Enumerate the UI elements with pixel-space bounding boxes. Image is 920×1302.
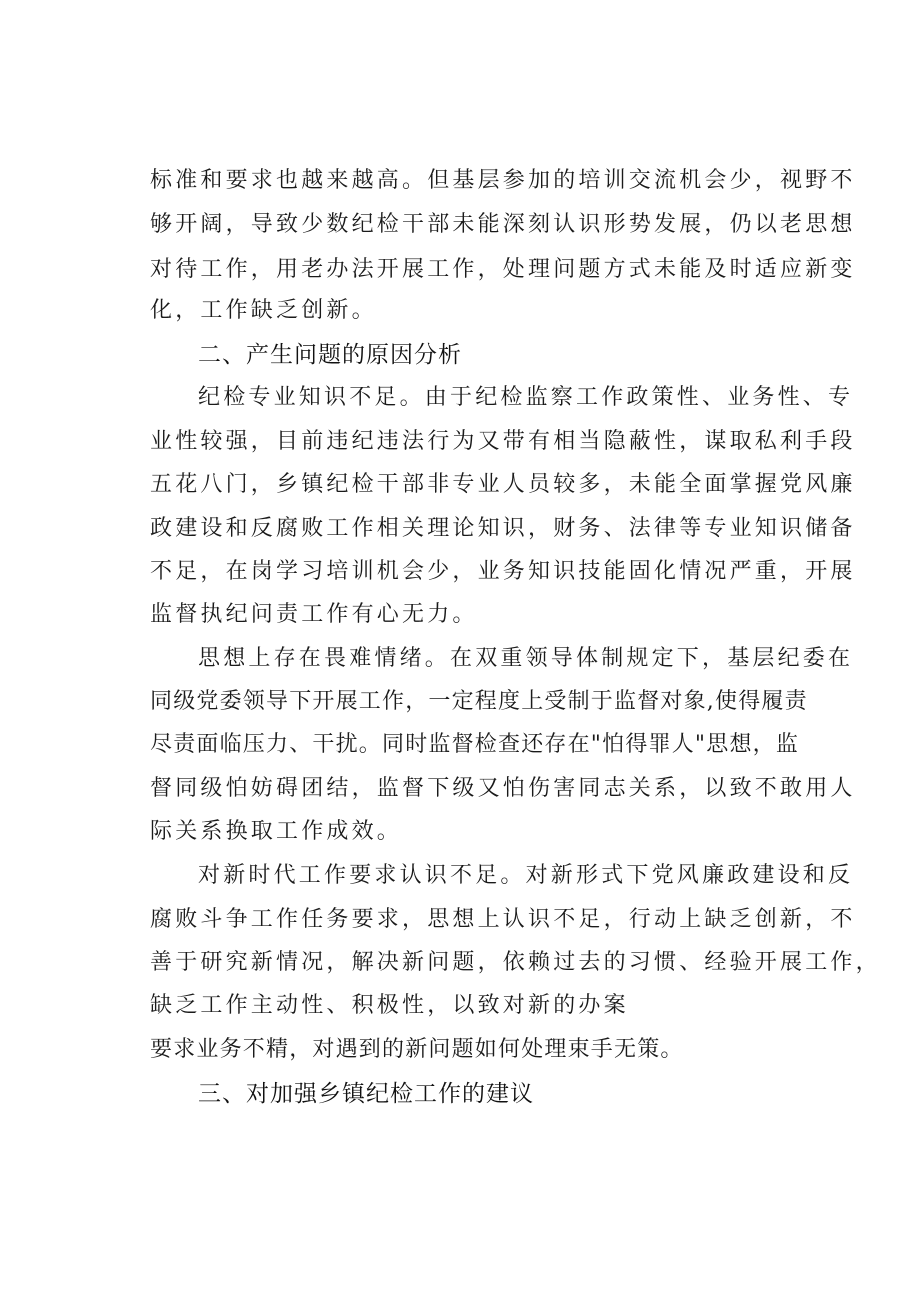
text-line: 督同级怕妨碍团结，监督下级又怕伤害同志关系，以致不敢用人 [150, 776, 856, 801]
text-line: 够开阔，导致少数纪检干部未能深刻认识形势发展，仍以老思想 [150, 212, 856, 237]
text-line: 缺乏工作主动性、积极性，以致对新的办案 [150, 993, 629, 1018]
text-line: 五花八门，乡镇纪检干部非专业人员较多，未能全面掌握党风廉 [150, 472, 856, 497]
text-line: 标准和要求也越来越高。但基层参加的培训交流机会少，视野不 [150, 168, 856, 193]
text-line: 思想上存在畏难情绪。在双重领导体制规定下，基层纪委在 [198, 646, 854, 671]
text-line: 尽责面临压力、干扰。同时监督检查还存在"怕得罪人"思想，监 [150, 732, 800, 757]
text-line: 同级党委领导下开展工作，一定程度上受制于监督对象,使得履责 [150, 689, 808, 714]
text-line: 善于研究新情况，解决新问题，依赖过去的习惯、经验开展工作， [150, 950, 881, 975]
text-line: 监督执纪问责工作有心无力。 [150, 602, 478, 627]
text-line: 化，工作缺乏创新。 [150, 298, 377, 323]
text-line: 际关系换取工作成效。 [150, 819, 403, 844]
text-line: 纪检专业知识不足。由于纪检监察工作政策性、业务性、专 [198, 385, 854, 410]
text-line: 腐败斗争工作任务要求，思想上认识不足，行动上缺乏创新，不 [150, 907, 856, 932]
text-line: 政建设和反腐败工作相关理论知识，财务、法律等专业知识储备 [150, 516, 856, 541]
section-heading-suggestions: 三、对加强乡镇纪检工作的建议 [198, 1081, 534, 1107]
text-line: 不足，在岗学习培训机会少，业务知识技能固化情况严重，开展 [150, 559, 856, 584]
text-line: 对待工作，用老办法开展工作，处理问题方式未能及时适应新变 [150, 257, 856, 282]
text-line: 对新时代工作要求认识不足。对新形式下党风廉政建设和反 [198, 863, 854, 888]
text-line: 业性较强，目前违纪违法行为又带有相当隐蔽性，谋取私利手段 [150, 429, 856, 454]
section-heading-causes: 二、产生问题的原因分析 [198, 342, 462, 368]
text-line: 要求业务不精，对遇到的新问题如何处理束手无策。 [150, 1037, 684, 1062]
